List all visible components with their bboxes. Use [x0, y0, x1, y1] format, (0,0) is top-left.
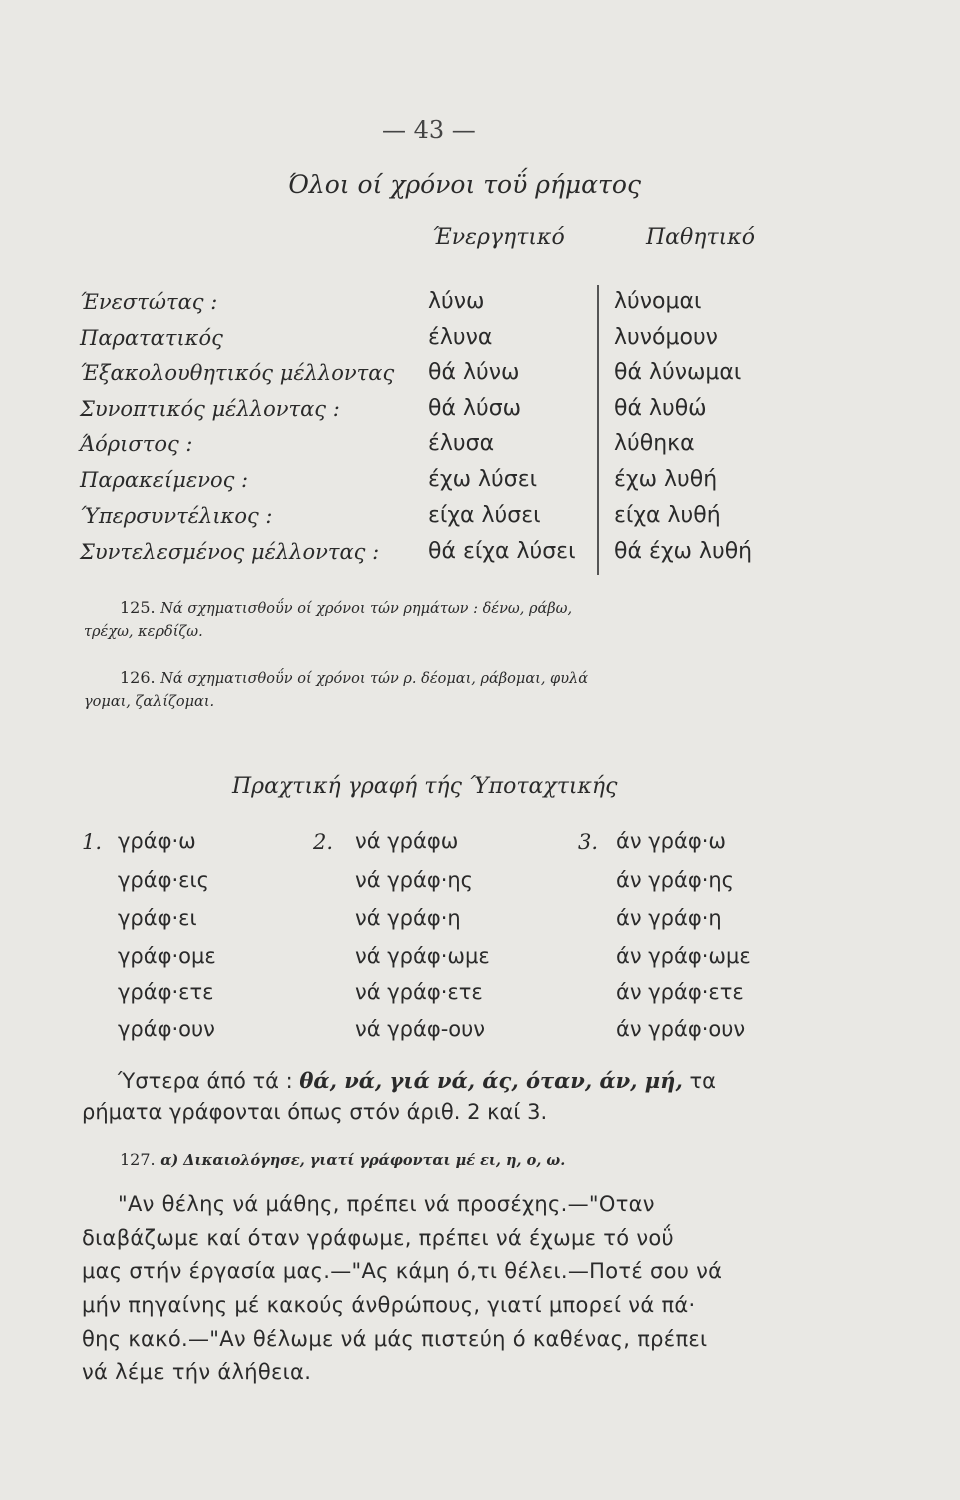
- column-number: 3.: [578, 830, 599, 854]
- passive-form: λύνομαι: [614, 289, 702, 314]
- active-form: θά λύνω: [428, 360, 520, 385]
- passive-form: λυνόμουν: [614, 325, 718, 350]
- rule-line: ρήματα γράφονται όπως στόν άριθ. 2 καί 3.: [82, 1100, 548, 1124]
- tense-name: Παρακείμενος :: [80, 468, 249, 492]
- conj-form: άν γράφ·ωμε: [616, 944, 751, 968]
- exercise-text: α) Δικαιολόγησε, γιατί γράφονται μέ ει, η, ο, ω.: [160, 1152, 566, 1169]
- exercise-125-line1: [120, 598, 572, 617]
- column-header-passive: Παθητικό: [646, 225, 755, 250]
- exercise-number: 127.: [120, 1150, 156, 1169]
- exercise-126-line2: γομαι, ζαλίζομαι.: [84, 694, 215, 710]
- passive-form: θά λυθώ: [614, 396, 707, 421]
- rule-line: [118, 1068, 716, 1093]
- conj-form: νά γράφ·ετε: [355, 980, 483, 1004]
- column-number: 1.: [82, 830, 103, 854]
- exercise-text: Νά σχηματισθοΰν οί χρόνοι τών ρ. δέομαι, ράβομαι, φυλά: [160, 671, 588, 687]
- active-form: έχω λύσει: [428, 467, 538, 492]
- tense-name: Συνοπτικός μέλλοντας :: [80, 397, 340, 421]
- conj-form: άν γράφ·ω: [616, 829, 726, 853]
- conj-form: γράφ·ομε: [118, 944, 216, 968]
- conj-form: γράφ·ετε: [118, 980, 214, 1004]
- conj-form: νά γράφω: [355, 829, 459, 853]
- passive-form: θά έχω λυθή: [614, 539, 753, 564]
- passive-form: έχω λυθή: [614, 467, 718, 492]
- conj-form: νά γράφ-ουν: [355, 1017, 486, 1041]
- paragraph-line: μας στήν έργασία μας.—"Ας κάμη ό,τι θέλει.—Ποτέ σου νά: [82, 1259, 723, 1283]
- paragraph-line: νά λέμε τήν άλήθεια.: [82, 1360, 312, 1384]
- active-form: θά λύσω: [428, 396, 522, 421]
- exercise-127: [120, 1150, 565, 1169]
- active-form: λύνω: [428, 289, 485, 314]
- passive-form: λύθηκα: [614, 431, 695, 456]
- tense-name: Παρατατικός: [80, 326, 223, 350]
- paragraph-line: "Αν θέλης νά μάθης, πρέπει νά προσέχης.—"Οταν: [118, 1192, 655, 1216]
- active-form: έλυνα: [428, 325, 493, 350]
- column-header-active: Ένεργητικό: [432, 225, 565, 250]
- conj-form: γράφ·ει: [118, 906, 197, 930]
- conj-form: γράφ·ω: [118, 829, 196, 853]
- passive-form: είχα λυθή: [614, 503, 721, 528]
- conj-form: άν γράφ·η: [616, 906, 722, 930]
- conj-form: γράφ·εις: [118, 868, 209, 892]
- conj-form: νά γράφ·η: [355, 906, 461, 930]
- exercise-number: 126.: [120, 668, 156, 687]
- column-divider: [597, 285, 599, 575]
- exercise-number: 125.: [120, 598, 156, 617]
- conj-form: άν γράφ·ης: [616, 868, 735, 892]
- paragraph-line: μήν πηγαίνης μέ κακούς άνθρώπους, γιατί μπορεί νά πά·: [82, 1293, 696, 1317]
- exercise-126-line1: [120, 668, 588, 687]
- tense-name: Άόριστος :: [80, 432, 193, 456]
- conj-form: νά γράφ·ης: [355, 868, 474, 892]
- tense-name: Συντελεσμένος μέλλοντας :: [80, 540, 380, 564]
- active-form: έλυσα: [428, 431, 495, 456]
- rule-particles: θά, νά, γιά νά, άς, όταν, άν, μή,: [299, 1068, 683, 1093]
- conj-form: γράφ·ουν: [118, 1017, 215, 1041]
- conj-form: άν γράφ·ετε: [616, 980, 744, 1004]
- page-number: — 43 —: [382, 116, 476, 144]
- rule-text-end: τα: [689, 1069, 716, 1093]
- page-heading: Όλοι οί χρόνοι τοΰ ρήματος: [288, 170, 641, 199]
- paragraph-line: διαβάζωμε καί όταν γράφωμε, πρέπει νά έχωμε τό νοΰ: [82, 1226, 674, 1250]
- rule-text: Ύστερα άπό τά :: [118, 1069, 293, 1093]
- conj-form: άν γράφ·ουν: [616, 1017, 746, 1041]
- paragraph-line: θης κακό.—"Αν θέλωμε νά μάς πιστεύη ό καθένας, πρέπει: [82, 1327, 708, 1351]
- section-subheading: Πραχτική γραφή τής Ύποταχτικής: [232, 774, 618, 799]
- tense-name: Ύπερσυντέλικος :: [80, 504, 273, 528]
- exercise-text: Νά σχηματισθοΰν οί χρόνοι τών ρημάτων : δένω, ράβω,: [160, 601, 573, 617]
- active-form: θά είχα λύσει: [428, 539, 576, 564]
- exercise-125-line2: τρέχω, κερδίζω.: [84, 624, 203, 640]
- conj-form: νά γράφ·ωμε: [355, 944, 490, 968]
- tense-name: Έξακολουθητικός μέλλοντας: [80, 361, 395, 385]
- column-number: 2.: [313, 830, 334, 854]
- passive-form: θά λύνωμαι: [614, 360, 742, 385]
- tense-name: Ένεστώτας :: [80, 290, 218, 314]
- active-form: είχα λύσει: [428, 503, 541, 528]
